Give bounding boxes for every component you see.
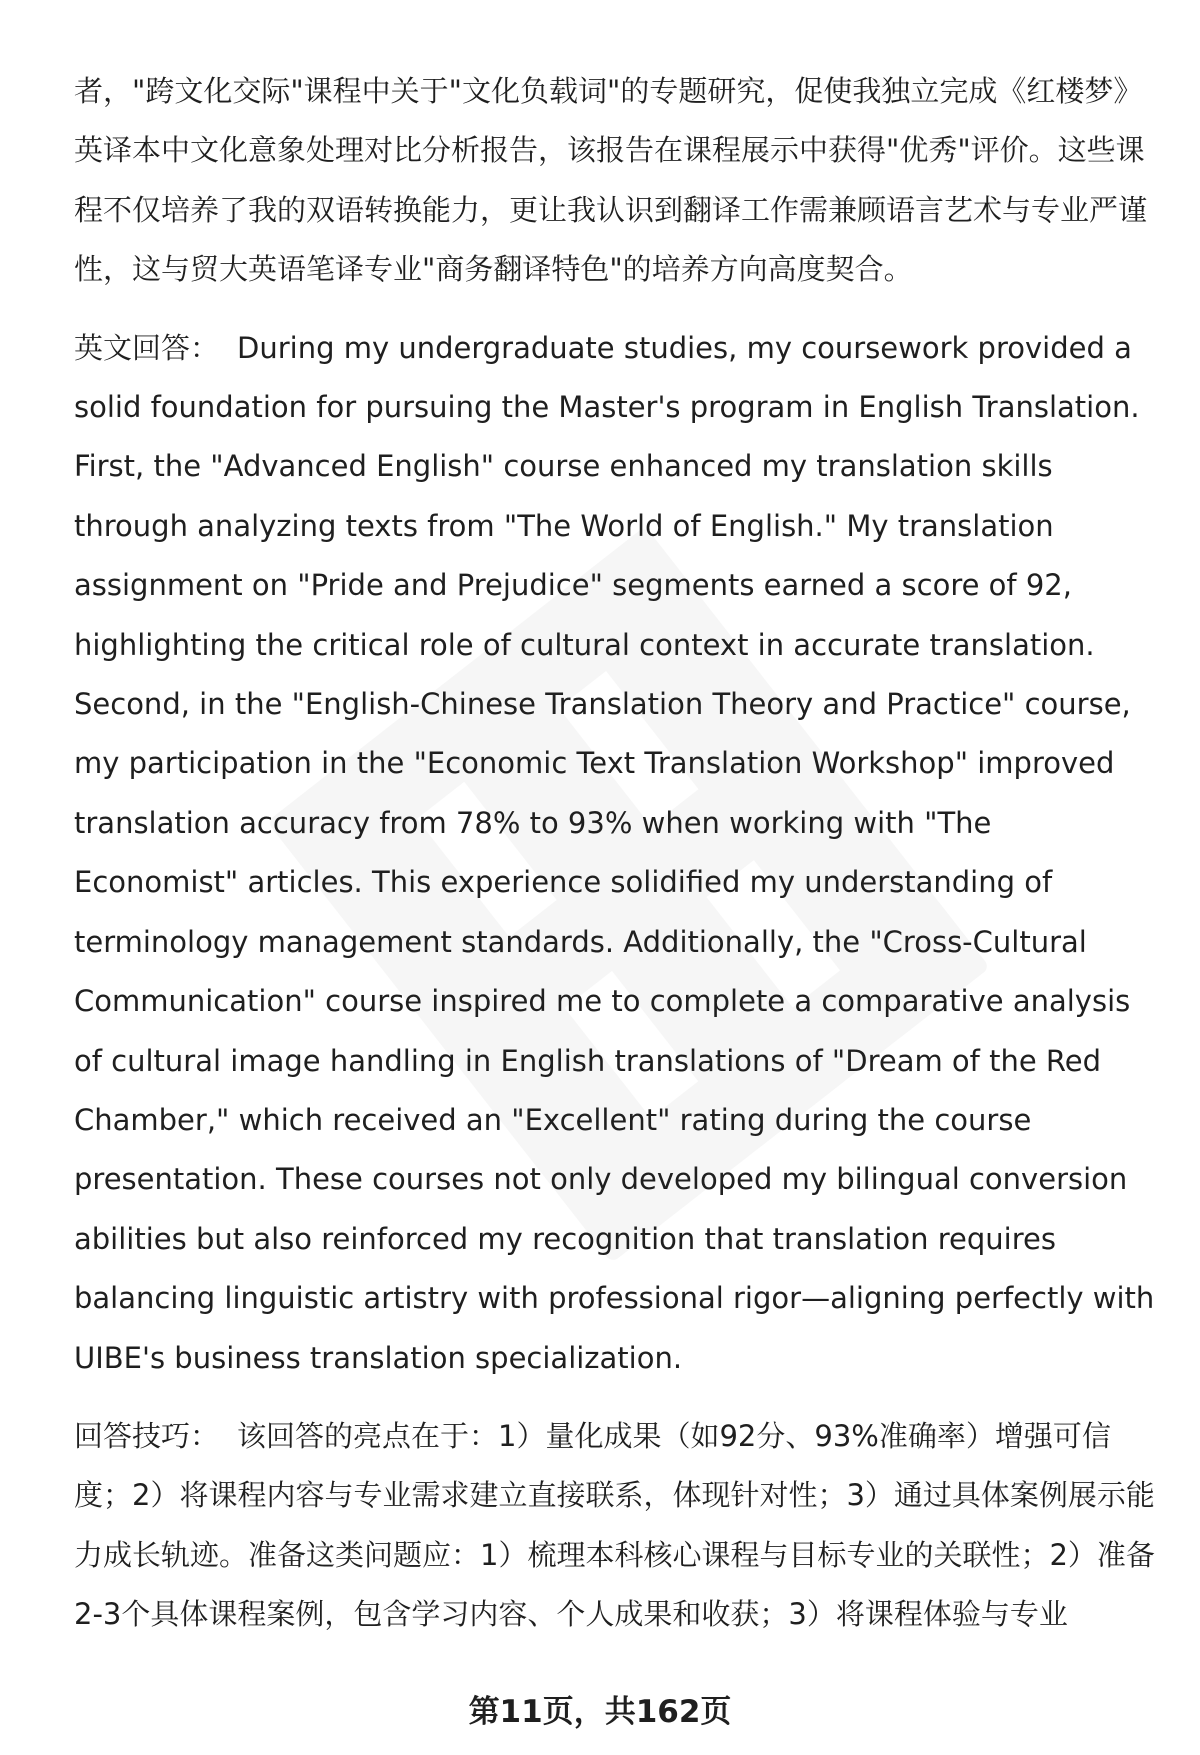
english-answer-label: 英文回答： [74, 330, 220, 365]
english-answer-text: During my undergraduate studies, my coursework provided a solid foundation for pursuing the Master's program in English Translation. First, the "Advanced English" course enhanced my translation skills through analyzing texts from "The World of English." My translation assignment on "Pride and Prejudice" segments earned a score of 92, highlighting the critical role of cultural context in accurate translation. Second, in the "English-Chinese Translation Theory and Practice" course, my participation in the "Economic Text Translation Workshop" improved translation accuracy from 78% to 93% when working with "The Economist" articles. This experience solidified my understanding of terminology management standards. Additionally, the "Cross-Cultural Communication" course inspired me to complete a comparative analysis of cultural image handling in English translations of "Dream of the Red Chamber," which received an "Excellent" rating during the course presentation. These courses not only developed my bilingual conversion abilities but also reinforced my recognition that translation requires balancing linguistic artistry with professional rigor—aligning perfectly with UIBE's business translation specialization. [74, 330, 1155, 1375]
english-answer-paragraph [74, 319, 1160, 1388]
page-footer: 第11页，共162页 [468, 1694, 732, 1730]
answer-tips-paragraph [74, 1407, 1160, 1645]
document-content [74, 62, 1160, 1645]
answer-tips-text: 该回答的亮点在于：1）量化成果（如92分、93%准确率）增强可信度；2）将课程内容与专业需求建立直接联系，体现针对性；3）通过具体案例展示能力成长轨迹。准备这类问题应：1）梳理本科核心课程与目标专业的关联性；2）准备2-3个具体课程案例，包含学习内容、个人成果和收获；3）将课程体验与专业 [74, 1418, 1155, 1632]
answer-tips-label: 回答技巧： [74, 1418, 220, 1453]
chinese-summary-paragraph: 者，"跨文化交际"课程中关于"文化负载词"的专题研究，促使我独立完成《红楼梦》英译本中文化意象处理对比分析报告，该报告在课程展示中获得"优秀"评价。这些课程不仅培养了我的双语转换能力，更让我认识到翻译工作需兼顾语言艺术与专业严谨性，这与贸大英语笔译专业"商务翻译特色"的培养方向高度契合。 [74, 74, 1148, 287]
